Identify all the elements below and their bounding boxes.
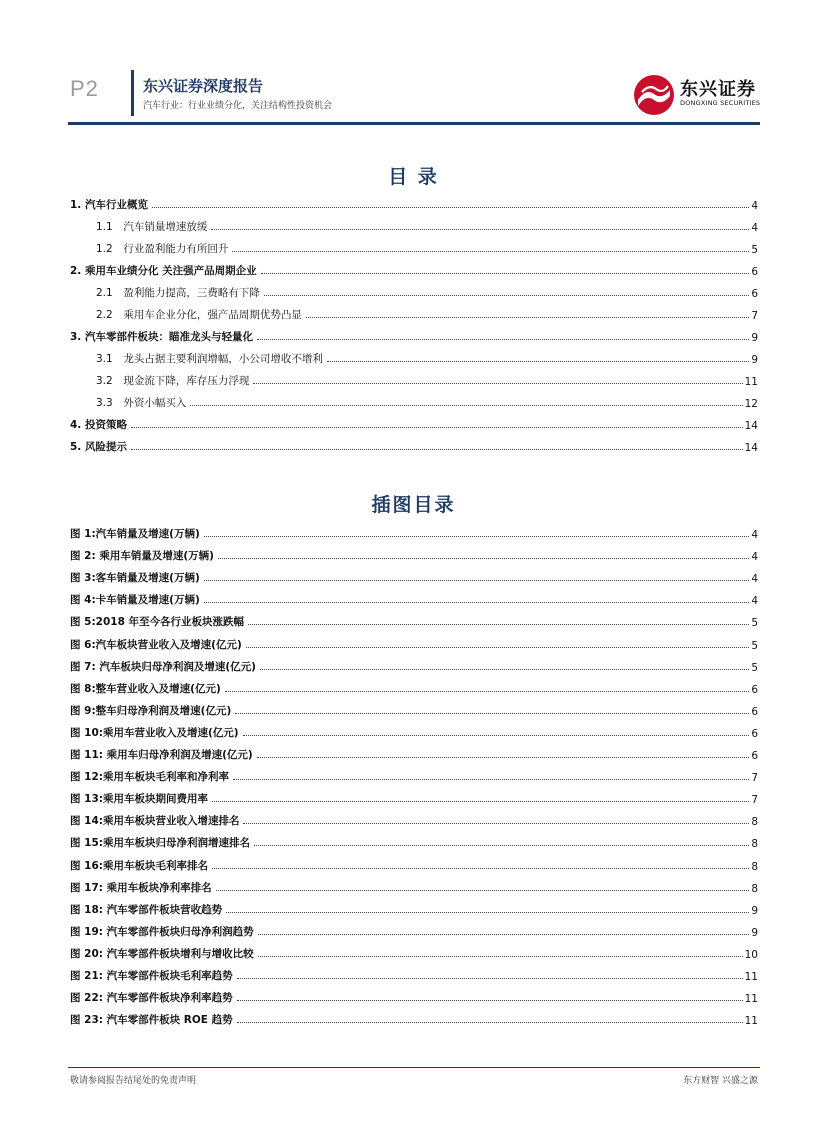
- toc-entry[interactable]: [96, 350, 758, 366]
- leader-dots: [225, 691, 750, 692]
- figure-entry[interactable]: [70, 879, 758, 895]
- figure-entry[interactable]: [70, 591, 758, 607]
- leader-dots: [211, 229, 749, 230]
- figure-entry-page: 9: [751, 927, 758, 939]
- figure-entry-page: 11: [744, 1015, 758, 1027]
- toc-entry-number: 2.1: [96, 287, 113, 299]
- figures-title: 插图目录: [371, 494, 456, 516]
- toc-entry-number: 1.1: [96, 221, 113, 233]
- leader-dots: [131, 449, 743, 450]
- toc-entry-label: 4. 投资策略: [70, 419, 127, 431]
- figure-entry[interactable]: [70, 989, 758, 1005]
- figure-entry-label: 图 16:乘用车板块毛利率排名: [70, 860, 208, 872]
- toc-entry-text: [70, 197, 150, 212]
- toc-entry[interactable]: [70, 328, 758, 344]
- header-divider: [131, 70, 134, 116]
- toc-entry[interactable]: [96, 240, 758, 256]
- figure-entry[interactable]: [70, 658, 758, 674]
- figure-entry-page: 6: [751, 750, 758, 762]
- footer-rule: [68, 1067, 760, 1068]
- leader-dots: [235, 713, 749, 714]
- leader-dots: [258, 934, 750, 935]
- toc-entry-number: 1.2: [96, 243, 113, 255]
- toc-entry[interactable]: [96, 372, 758, 388]
- toc-entry-label: 1. 汽车行业概览: [70, 199, 148, 211]
- toc-entry-label: 外资小幅买入: [123, 397, 187, 409]
- figure-entry-page: 6: [751, 684, 758, 696]
- toc-entry[interactable]: [70, 438, 758, 454]
- toc-entry-text: [70, 329, 255, 344]
- toc-entry-label: 3. 汽车零部件板块：瞄准龙头与轻量化: [70, 331, 253, 343]
- leader-dots: [257, 339, 749, 340]
- toc-entry-page: 9: [751, 332, 758, 344]
- toc-entry-text: [96, 241, 230, 256]
- leader-dots: [264, 295, 749, 296]
- figure-entry-page: 10: [744, 949, 758, 961]
- leader-dots: [246, 647, 750, 648]
- leader-dots: [212, 868, 749, 869]
- figure-entry[interactable]: [70, 923, 758, 939]
- leader-dots: [131, 427, 743, 428]
- leader-dots: [260, 669, 749, 670]
- figure-entry[interactable]: [70, 680, 758, 696]
- figure-entry-page: 4: [751, 551, 758, 563]
- toc-entry-text: [96, 395, 188, 410]
- figure-entry-page: 4: [751, 529, 758, 541]
- toc-entry-text: [96, 307, 304, 322]
- page-number: P2: [70, 76, 99, 101]
- toc-entry[interactable]: [96, 284, 758, 300]
- leader-dots: [232, 251, 749, 252]
- figure-entry-label: 图 11: 乘用车归母净利润及增速(亿元): [70, 749, 253, 761]
- toc-entry-text: [70, 417, 129, 432]
- leader-dots: [248, 624, 749, 625]
- figure-entry[interactable]: [70, 834, 758, 850]
- toc-entry-page: 7: [751, 310, 758, 322]
- figure-entry-label: 图 22: 汽车零部件板块净利率趋势: [70, 992, 233, 1004]
- leader-dots: [237, 978, 743, 979]
- figure-entry-label: 图 2: 乘用车销量及增速(万辆): [70, 550, 214, 562]
- toc-entry[interactable]: [96, 394, 758, 410]
- leader-dots: [152, 207, 749, 208]
- figure-entry-page: 11: [744, 971, 758, 983]
- figure-entry-page: 6: [751, 706, 758, 718]
- figure-entry-page: 8: [751, 838, 758, 850]
- leader-dots: [226, 912, 749, 913]
- leader-dots: [204, 580, 750, 581]
- figure-entry[interactable]: [70, 613, 758, 629]
- toc-entry-page: 5: [751, 244, 758, 256]
- figure-entry[interactable]: [70, 857, 758, 873]
- toc-entry-label: 汽车销量增速放缓: [123, 221, 208, 233]
- figure-entry[interactable]: [70, 768, 758, 784]
- figure-entry[interactable]: [70, 812, 758, 828]
- figure-entry[interactable]: [70, 790, 758, 806]
- toc-entry-page: 9: [751, 354, 758, 366]
- toc-entry-page: 12: [744, 398, 758, 410]
- toc-entry-page: 4: [751, 222, 758, 234]
- leader-dots: [237, 1022, 743, 1023]
- leader-dots: [257, 757, 750, 758]
- figure-entry-label: 图 7: 汽车板块归母净利润及增速(亿元): [70, 661, 256, 673]
- figure-entry[interactable]: [70, 1011, 758, 1027]
- toc-entry-text: [96, 351, 325, 366]
- figure-entry[interactable]: [70, 746, 758, 762]
- toc-entry-label: 龙头占据主要利润增幅，小公司增收不增利: [123, 353, 323, 365]
- figure-entry-page: 7: [751, 772, 758, 784]
- leader-dots: [261, 273, 750, 274]
- figure-entry[interactable]: [70, 901, 758, 917]
- figure-entry-label: 图 15:乘用车板块归母净利润增速排名: [70, 837, 250, 849]
- toc-entry-label: 盈利能力提高，三费略有下降: [123, 287, 260, 299]
- figure-entry-label: 图 20: 汽车零部件板块增利与增收比较: [70, 948, 254, 960]
- figure-entry[interactable]: [70, 547, 758, 563]
- figure-entry-page: 5: [751, 662, 758, 674]
- toc-entry[interactable]: [70, 416, 758, 432]
- figure-entry-label: 图 18: 汽车零部件板块营收趋势: [70, 904, 223, 916]
- leader-dots: [253, 383, 742, 384]
- figure-entry[interactable]: [70, 702, 758, 718]
- figure-entry-page: 5: [751, 640, 758, 652]
- figure-entry-label: 图 14:乘用车板块营业收入增速排名: [70, 815, 240, 827]
- figure-entry-label: 图 6:汽车板块营业收入及增速(亿元): [70, 639, 242, 651]
- figure-entry[interactable]: [70, 636, 758, 652]
- toc-entry[interactable]: [96, 218, 758, 234]
- figure-entry-page: 4: [751, 595, 758, 607]
- leader-dots: [306, 317, 749, 318]
- figure-entry-label: 图 8:整车营业收入及增速(亿元): [70, 683, 221, 695]
- figure-entry-page: 8: [751, 861, 758, 873]
- leader-dots: [237, 1000, 743, 1001]
- figure-entry-page: 8: [751, 883, 758, 895]
- toc-entry-label: 现金流下降，库存压力浮现: [123, 375, 250, 387]
- figure-entry-label: 图 10:乘用车营业收入及增速(亿元): [70, 727, 239, 739]
- toc-entry-label: 行业盈利能力有所回升: [123, 243, 229, 255]
- figure-entry-page: 5: [751, 617, 758, 629]
- figure-entry-page: 11: [744, 993, 758, 1005]
- report-subtitle: 汽车行业：行业业绩分化，关注结构性投资机会: [143, 101, 333, 111]
- figure-entry-page: 7: [751, 794, 758, 806]
- leader-dots: [327, 361, 749, 362]
- toc-entry[interactable]: [96, 306, 758, 322]
- figure-entry-label: 图 5:2018 年至今各行业板块涨跌幅: [70, 616, 245, 628]
- leader-dots: [190, 405, 742, 406]
- footer-disclaimer: 敬请参阅报告结尾处的免责声明: [70, 1076, 197, 1086]
- toc-entry-number: 3.1: [96, 353, 113, 365]
- figure-entry-label: 图 21: 汽车零部件板块毛利率趋势: [70, 970, 233, 982]
- report-title: 东兴证券深度报告: [143, 77, 264, 95]
- toc-entry-page: 4: [751, 200, 758, 212]
- toc-entry-text: [96, 373, 251, 388]
- figure-entry-page: 6: [751, 728, 758, 740]
- toc-entry-number: 3.2: [96, 375, 113, 387]
- toc-entry-text: [70, 439, 129, 454]
- figure-entry-label: 图 3:客车销量及增速(万辆): [70, 572, 200, 584]
- leader-dots: [212, 801, 749, 802]
- figure-entry[interactable]: [70, 724, 758, 740]
- figure-entry-page: 4: [751, 573, 758, 585]
- figure-entry[interactable]: [70, 525, 758, 541]
- toc-entry-label: 2. 乘用车业绩分化 关注强产品周期企业: [70, 265, 257, 277]
- logo-text: 东兴证券: [680, 79, 756, 100]
- figure-entry-label: 图 23: 汽车零部件板块 ROE 趋势: [70, 1014, 233, 1026]
- figure-entry[interactable]: [70, 967, 758, 983]
- figure-entry-page: 8: [751, 816, 758, 828]
- toc-entry-page: 11: [744, 376, 758, 388]
- leader-dots: [204, 602, 750, 603]
- header-rule: [68, 122, 760, 125]
- leader-dots: [243, 735, 750, 736]
- toc-entry-number: 2.2: [96, 309, 113, 321]
- leader-dots: [216, 890, 750, 891]
- toc-entry-label: 乘用车企业分化，强产品周期优势凸显: [123, 309, 302, 321]
- figure-entry-page: 9: [751, 905, 758, 917]
- toc-entry-text: [96, 285, 262, 300]
- footer-slogan: 东方财智 兴盛之源: [683, 1076, 758, 1086]
- leader-dots: [258, 956, 743, 957]
- leader-dots: [233, 779, 749, 780]
- figure-entry-label: 图 19: 汽车零部件板块归母净利润趋势: [70, 926, 254, 938]
- leader-dots: [254, 845, 749, 846]
- figure-entry[interactable]: [70, 945, 758, 961]
- leader-dots: [218, 558, 749, 559]
- toc-title: 目 录: [388, 166, 439, 188]
- toc-entry-page: 14: [744, 420, 758, 432]
- leader-dots: [204, 536, 750, 537]
- page-header: [0, 0, 827, 130]
- toc-entry-text: [96, 219, 209, 234]
- figure-entry-label: 图 13:乘用车板块期间费用率: [70, 793, 208, 805]
- figure-entry-label: 图 4:卡车销量及增速(万辆): [70, 594, 200, 606]
- toc-entry-text: [70, 263, 259, 278]
- figure-entry-label: 图 12:乘用车板块毛利率和净利率: [70, 771, 229, 783]
- toc-entry-label: 5. 风险提示: [70, 441, 127, 453]
- figure-entry-label: 图 17: 乘用车板块净利率排名: [70, 882, 212, 894]
- toc-entry-number: 3.3: [96, 397, 113, 409]
- toc-entry-page: 6: [751, 288, 758, 300]
- figure-entry-label: 图 1:汽车销量及增速(万辆): [70, 528, 200, 540]
- leader-dots: [243, 823, 749, 824]
- toc-entry-page: 6: [751, 266, 758, 278]
- toc-entry-page: 14: [744, 442, 758, 454]
- figure-entry-label: 图 9:整车归母净利润及增速(亿元): [70, 705, 232, 717]
- logo-text-en: DONGXING SECURITIES: [680, 99, 761, 107]
- toc-entry[interactable]: [70, 262, 758, 278]
- figure-entry[interactable]: [70, 569, 758, 585]
- toc-entry[interactable]: [70, 196, 758, 212]
